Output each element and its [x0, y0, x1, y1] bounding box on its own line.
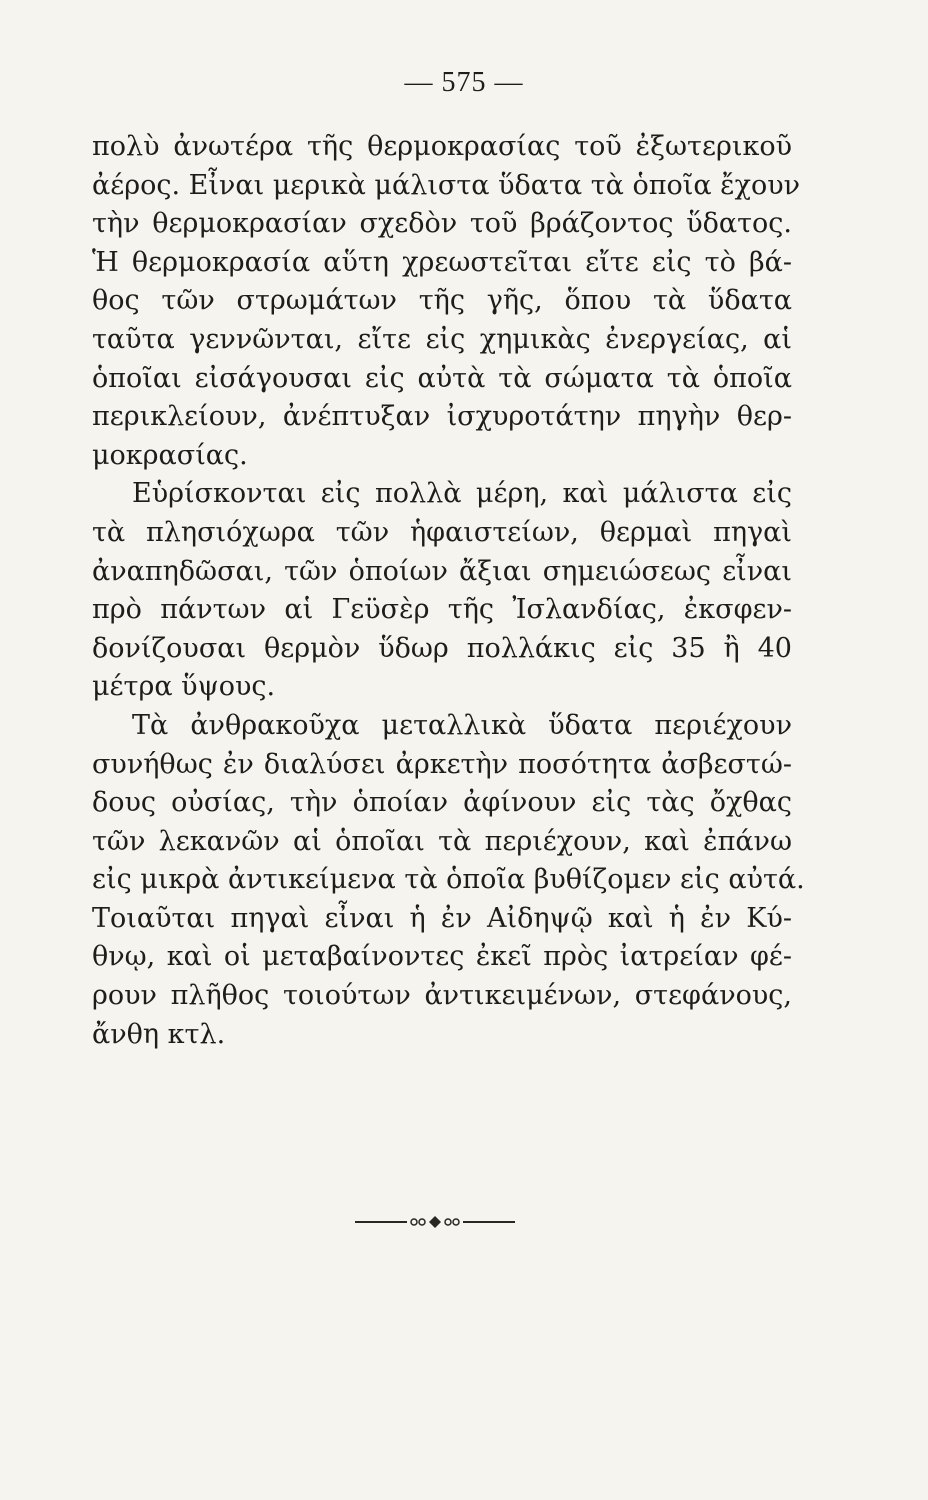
text-line: μέτρα ὕψους.	[92, 671, 276, 703]
text-line: μοκρασίας.	[92, 439, 248, 471]
text-line: δονίζουσαι θερμὸν ὕδωρ πολλάκις εἰς 35 ἢ 40	[92, 632, 792, 664]
text-line: Εὑρίσκονται εἰς πολλὰ μέρη, καὶ μάλιστα εἰς	[132, 478, 792, 510]
text-line: πολὺ ἀνωτέρα τῆς θερμοκρασίας τοῦ ἐξωτερικοῦ	[92, 131, 792, 162]
text-line: πρὸ πάντων αἱ Γεϋσὲρ τῆς Ἰσλανδίας, ἐκσφεν-	[92, 594, 792, 626]
paragraph-2	[92, 475, 792, 707]
text-line: τὴν θερμοκρασίαν σχεδὸν τοῦ βράζοντος ὕδατος.	[92, 208, 792, 240]
text-line: θνῳ, καὶ οἱ μεταβαίνοντες ἐκεῖ πρὸς ἰατρείαν φέ-	[92, 941, 792, 973]
text-line: Τὰ ἀνθρακοῦχα μεταλλικὰ ὕδατα περιέχουν	[132, 709, 792, 741]
text-line: Ἡ θερμοκρασία αὕτη χρεωστεῖται εἴτε εἰς τὸ βά-	[92, 246, 792, 278]
page-number: — 575 —	[404, 67, 524, 98]
paragraph-3	[92, 707, 805, 1054]
text-line: ὁποῖαι εἰσάγουσαι εἰς αὐτὰ τὰ σώματα τὰ ὁποῖα	[92, 362, 792, 394]
text-line: εἰς μικρὰ ἀντικείμενα τὰ ὁποῖα βυθίζομεν εἰς αὐτά.	[92, 864, 805, 896]
text-line: τὰ πλησιόχωρα τῶν ἡφαιστείων, θερμαὶ πηγαὶ	[92, 516, 792, 548]
text-line: ἀέρος. Εἶναι μερικὰ μάλιστα ὕδατα τὰ ὁποῖα ἔχουν	[92, 169, 801, 201]
text-line: συνήθως ἐν διαλύσει ἀρκετὴν ποσότητα ἀσβεστώ-	[92, 748, 792, 780]
text-line: ταῦτα γεννῶνται, εἴτε εἰς χημικὰς ἐνεργείας, αἱ	[92, 323, 792, 355]
text-line: περικλείουν, ἀνέπτυξαν ἰσχυροτάτην πηγὴν θερ-	[92, 401, 792, 433]
body-text	[92, 128, 805, 1054]
text-line: Τοιαῦται πηγαὶ εἶναι ἡ ἐν Αἰδηψῷ καὶ ἡ ἐν Κύ-	[92, 902, 792, 934]
text-line: ρουν πλῆθος τοιούτων ἀντικειμένων, στεφάνους,	[92, 980, 792, 1012]
text-line: ἄνθη κτλ.	[92, 1018, 226, 1050]
text-line: τῶν λεκανῶν αἱ ὁποῖαι τὰ περιέχουν, καὶ ἐπάνω	[92, 825, 792, 857]
paragraph-1	[92, 128, 801, 475]
text-line: ἀναπηδῶσαι, τῶν ὁποίων ἄξιαι σημειώσεως εἶναι	[92, 555, 792, 587]
dash-ornament-icon	[355, 1212, 515, 1232]
text-line: θος τῶν στρωμάτων τῆς γῆς, ὅπου τὰ ὕδατα	[92, 285, 792, 317]
text-line: δους οὐσίας, τὴν ὁποίαν ἀφίνουν εἰς τὰς ὄχθας	[92, 787, 792, 819]
